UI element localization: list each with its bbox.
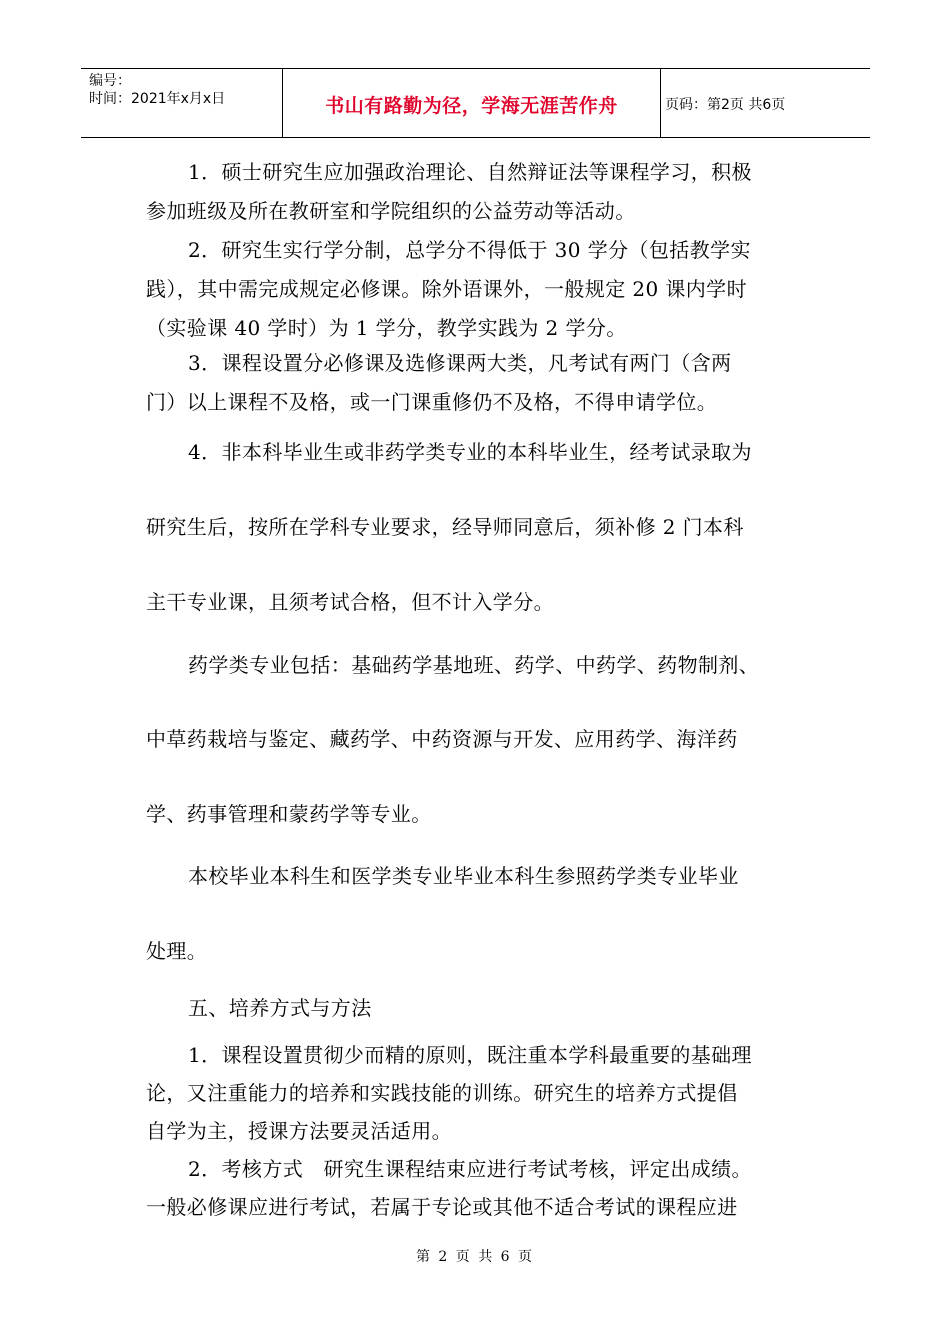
paragraph-line: 本校毕业本科生和医学类专业毕业本科生参照药学类专业毕业	[188, 864, 739, 888]
paragraph-line: 参加班级及所在教研室和学院组织的公益劳动等活动。	[146, 199, 636, 223]
paragraph-line: 3．课程设置分必修课及选修课两大类，凡考试有两门（含两	[188, 351, 732, 375]
paragraph-line: 学、药事管理和蒙药学等专业。	[146, 802, 432, 826]
paragraph-line: 论，又注重能力的培养和实践技能的训练。研究生的培养方式提倡	[146, 1081, 738, 1105]
paragraph-line: 自学为主，授课方法要灵活适用。	[146, 1119, 452, 1143]
header-page-cell	[661, 69, 870, 137]
paragraph-line: 2．考核方式 研究生课程结束应进行考试考核，评定出成绩。	[188, 1157, 752, 1181]
page-footer: 第 2 页 共 6 页	[415, 1249, 535, 1265]
paragraph-line: 1．课程设置贯彻少而精的原则，既注重本学科最重要的基础理	[188, 1043, 752, 1067]
paragraph-line: 4．非本科毕业生或非药学类专业的本科毕业生，经考试录取为	[188, 440, 752, 464]
paragraph-line: 1．硕士研究生应加强政治理论、自然辩证法等课程学习，积极	[188, 160, 752, 184]
paragraph-line: 一般必修课应进行考试，若属于专论或其他不适合考试的课程应进	[146, 1195, 738, 1219]
section-heading: 五、培养方式与方法	[188, 996, 372, 1020]
paragraph-line: 主干专业课，且须考试合格，但不计入学分。	[146, 590, 554, 614]
document-number-label: 编号：	[89, 73, 131, 89]
document-header	[81, 68, 870, 138]
paragraph-line: 践），其中需完成规定必修课。除外语课外，一般规定 20 课内学时	[146, 277, 747, 301]
paragraph-line: 中草药栽培与鉴定、藏药学、中药资源与开发、应用药学、海洋药	[146, 727, 738, 751]
header-motto: 书山有路勤为径，学海无涯苦作舟	[325, 95, 618, 117]
paragraph-line: 2．研究生实行学分制，总学分不得低于 30 学分（包括教学实	[188, 238, 751, 262]
header-page-info: 页码：第2页 共6页	[665, 97, 786, 113]
paragraph-line: （实验课 40 学时）为 1 学分，教学实践为 2 学分。	[146, 316, 627, 340]
header-motto-cell	[283, 69, 661, 137]
paragraph-line: 门）以上课程不及格，或一门课重修仍不及格，不得申请学位。	[146, 390, 718, 414]
paragraph-line: 研究生后，按所在学科专业要求，经导师同意后，须补修 2 门本科	[146, 515, 744, 539]
paragraph-line: 处理。	[146, 939, 208, 963]
paragraph-line: 药学类专业包括：基础药学基地班、药学、中药学、药物制剂、	[188, 653, 760, 677]
header-meta-cell	[81, 69, 283, 137]
document-date-label: 时间：2021年x月x日	[89, 91, 226, 107]
